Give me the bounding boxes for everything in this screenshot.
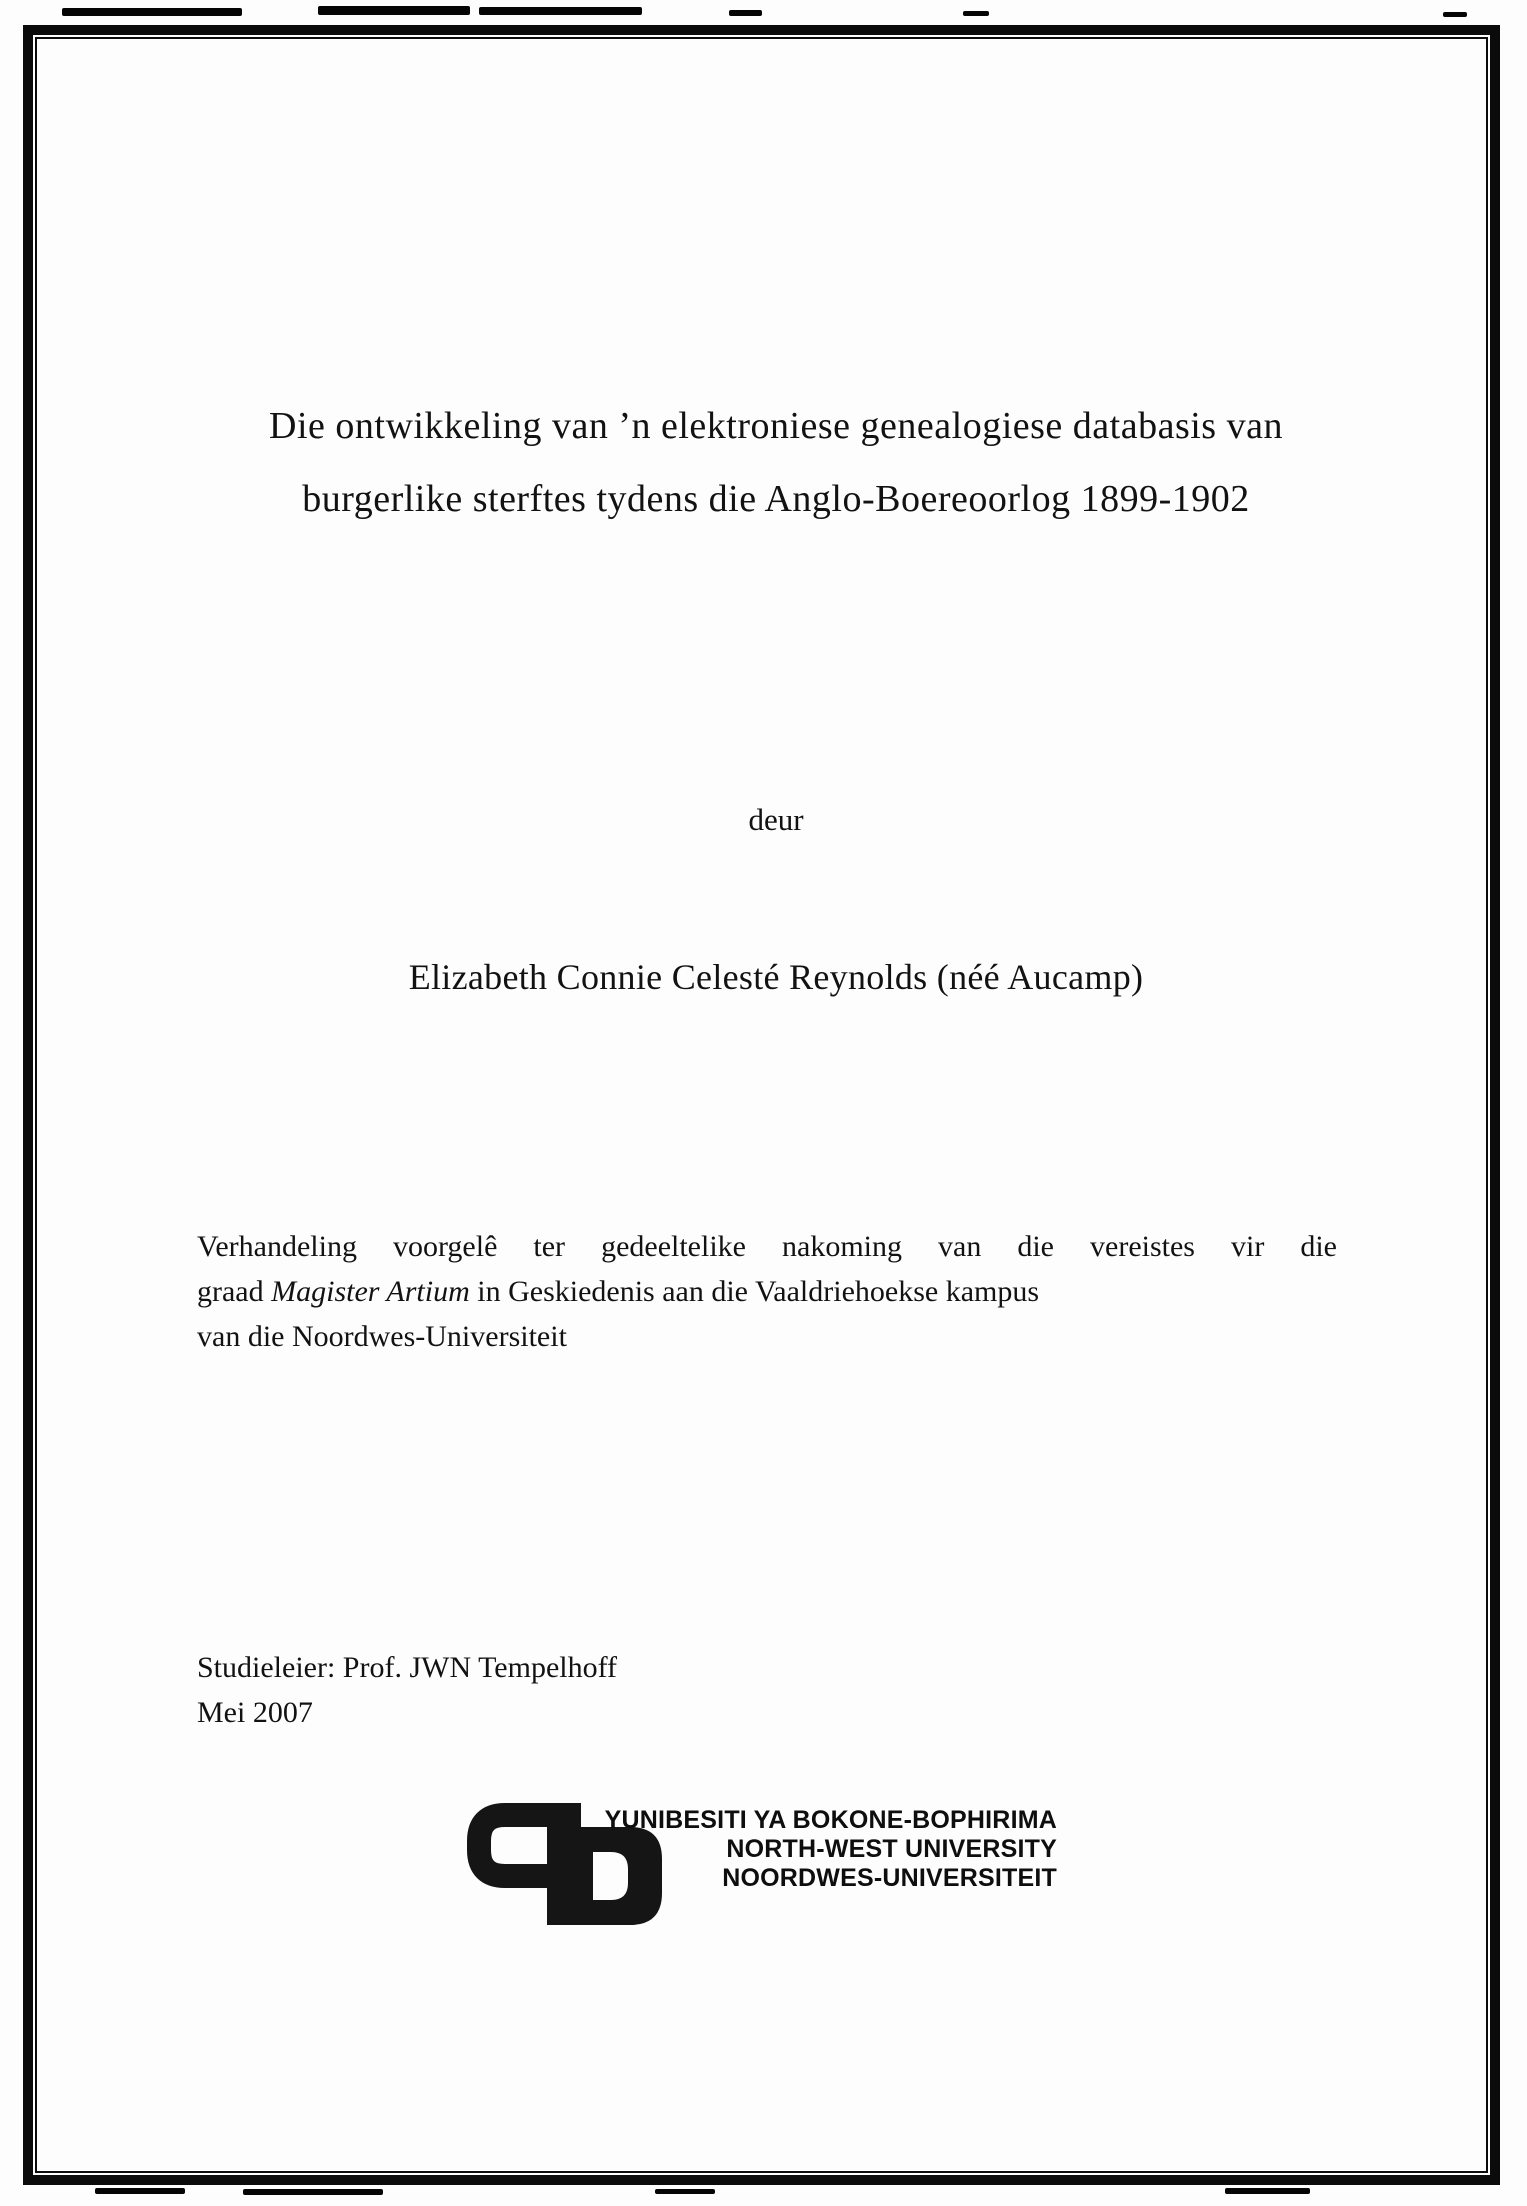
logo-line-setswana: YUNIBESITI YA BOKONE-BOPHIRIMA bbox=[604, 1806, 1057, 1834]
thesis-statement bbox=[197, 1224, 1337, 1359]
statement-line1: Verhandeling voorgelê ter gedeeltelike nakoming van die vereistes vir die bbox=[197, 1230, 1337, 1263]
statement-line3: van die Noordwes-Universiteit bbox=[197, 1320, 567, 1353]
scan-artifact bbox=[1443, 12, 1467, 17]
author-name: Elizabeth Connie Celesté Reynolds (néé Aucamp) bbox=[408, 957, 1144, 997]
date-line: Mei 2007 bbox=[197, 1696, 313, 1729]
thesis-title-line2: burgerlike sterftes tydens die Anglo-Boereoorlog 1899-1902 bbox=[302, 478, 1250, 520]
statement-line2-prefix: graad bbox=[197, 1275, 272, 1308]
scan-artifact bbox=[95, 2188, 185, 2194]
supervisor-line: Studieleier: Prof. JWN Tempelhoff bbox=[197, 1651, 618, 1684]
thesis-title bbox=[197, 390, 1355, 536]
university-logo-text bbox=[565, 1806, 1057, 1893]
degree-name-italic: Magister Artium bbox=[271, 1275, 470, 1308]
thesis-title-line1: Die ontwikkeling van ’n elektroniese genealogiese databasis van bbox=[269, 405, 1283, 447]
statement-line2 bbox=[197, 1269, 1337, 1314]
byline-label: deur bbox=[748, 802, 804, 837]
logo-line-afrikaans: NOORDWES-UNIVERSITEIT bbox=[722, 1864, 1057, 1892]
supervisor-block bbox=[197, 1645, 1355, 1735]
university-logo bbox=[465, 1795, 1075, 1940]
logo-line-english: NORTH-WEST UNIVERSITY bbox=[726, 1835, 1057, 1863]
statement-line2-suffix: in Geskiedenis aan die Vaaldriehoekse kampus bbox=[469, 1275, 1040, 1308]
